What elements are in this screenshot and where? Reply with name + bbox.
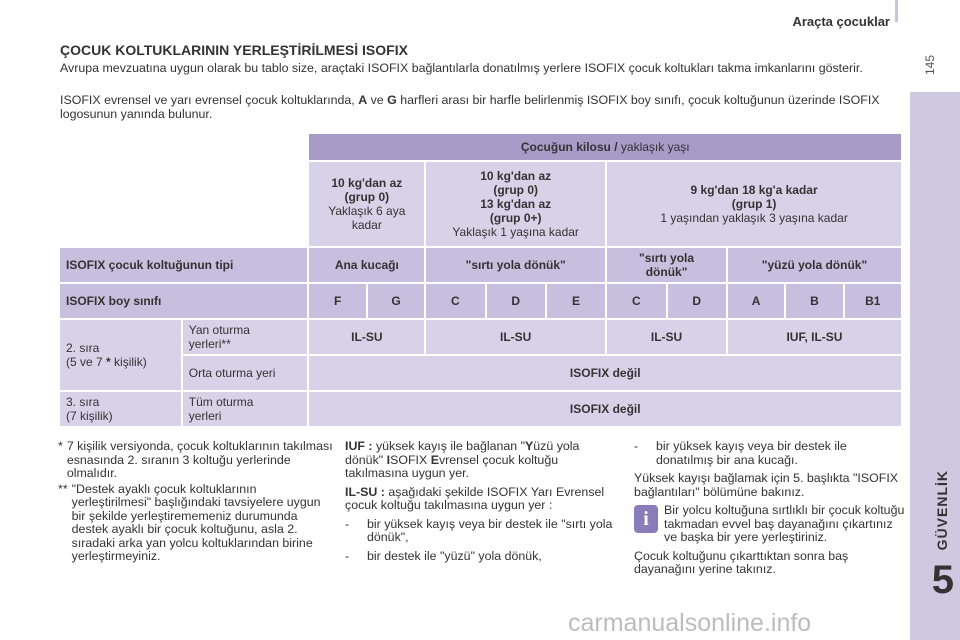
text: üzü yola dönük" — [345, 439, 580, 467]
text: vrensel çocuk koltuğu takılmasına uygun yer. — [345, 452, 559, 480]
text: - — [345, 548, 350, 563]
intro-paragraph: Avrupa mevzuatına uygun olarak bu tablo size, araçtaki ISOFIX bağlantılarla donatılmış yerlere ISOFIX çocuk koltukları takma imkanlarını gösterir. — [60, 61, 863, 75]
text: Tüm oturma — [188, 395, 254, 409]
row2-side-label — [183, 320, 308, 354]
iuf-definition — [345, 440, 615, 481]
footnotes — [58, 440, 333, 566]
tether-note: Yüksek kayışı bağlamak için 5. başlıkta "ISOFIX bağlantıları" bölümüne bakınız. — [634, 471, 899, 499]
type-rear-facing-g1 — [607, 248, 726, 282]
legend-column — [345, 440, 615, 563]
text: yerleri — [188, 409, 222, 423]
text: "Destek ayaklı çocuk koltuklarının yerleştirilmesi" başlığındaki tavsiyelere uygun bir şekilde yerleştirememeniz durumunda destek ayaklı bir çocuk koltuğunu, asla 2. sıradaki arka yan yolcu koltuklarından birine yerleştirmeyiniz. — [71, 481, 321, 563]
row3-value: ISOFIX değil — [309, 392, 901, 426]
text: bir destek ile "yüzü" yola dönük, — [367, 548, 542, 563]
footnote-2 — [58, 483, 333, 564]
type-forward-facing: "yüzü yola dönük" — [728, 248, 901, 282]
text: (5 ve 7 — [66, 355, 107, 369]
list-item — [345, 518, 615, 545]
footnote-1 — [58, 440, 333, 481]
text: G — [387, 93, 397, 107]
section-header: Araçta çocuklar — [792, 14, 890, 29]
row2-label — [60, 320, 181, 390]
text: Yaklaşık 1 yaşına kadar — [452, 225, 579, 239]
weight-header — [309, 134, 901, 160]
text: Y — [525, 439, 534, 453]
size-class: B1 — [845, 284, 901, 318]
text: kadar — [351, 218, 382, 232]
text: Yaklaşık 6 aya — [328, 204, 406, 218]
text: I — [386, 452, 391, 467]
text: bir yüksek kayış veya bir destek ile donatılmış bir ana kucağı. — [656, 439, 847, 467]
size-row-label: ISOFIX boy sınıfı — [60, 284, 307, 318]
text: yerleri** — [188, 337, 231, 351]
chapter-label: GÜVENLİK — [934, 470, 950, 551]
size-class: D — [487, 284, 545, 318]
text: 9 kg'dan 18 kg'a kadar — [690, 183, 818, 197]
empty-cell — [60, 134, 307, 160]
text: IUF : — [345, 439, 373, 453]
text: ISOFIX evrensel ve yarı evrensel çocuk koltuklarında, — [60, 93, 359, 107]
size-class: C — [426, 284, 484, 318]
text: (7 kişilik) — [66, 409, 113, 423]
empty-cell — [60, 162, 307, 246]
text: * — [58, 439, 63, 453]
row3-side-label — [183, 392, 308, 426]
text: kişilik) — [110, 355, 147, 369]
text: 2. sıra — [66, 341, 100, 355]
text: yüksek kayış ile bağlanan " — [372, 439, 526, 453]
info-icon: i — [634, 505, 658, 533]
size-class: E — [547, 284, 605, 318]
type-carrycot: Ana kucağı — [309, 248, 424, 282]
size-class: D — [668, 284, 726, 318]
page-number: 145 — [922, 54, 937, 76]
type-row-label: ISOFIX çocuk koltuğunun tipi — [60, 248, 307, 282]
row2-center-value: ISOFIX değil — [309, 356, 901, 390]
row2-value: IL-SU — [309, 320, 424, 354]
isofix-table — [58, 132, 903, 428]
type-rear-facing: "sırtı yola dönük" — [426, 248, 605, 282]
size-class: A — [728, 284, 784, 318]
group-0-cell — [309, 162, 424, 246]
text: 3. sıra — [66, 395, 100, 409]
row2-value: IL-SU — [426, 320, 605, 354]
info-text: Bir yolcu koltuğuna sırtlıklı bir çocuk koltuğu takmadan evvel baş dayanağını çıkartınız ve başka bir yere yerleştiriniz. — [664, 503, 905, 544]
text: bir yüksek kayış veya bir destek ile "sırtı yola dönük", — [367, 516, 613, 544]
row3-label — [60, 392, 181, 426]
text: - — [345, 516, 350, 531]
size-class: F — [309, 284, 365, 318]
ilsu-definition — [345, 486, 615, 513]
size-class: G — [368, 284, 424, 318]
row2-value: IUF, IL-SU — [728, 320, 901, 354]
text: aşağıdaki şekilde ISOFIX Yarı Evrensel çocuk koltuğu takılmasına uygun yer : — [345, 484, 605, 512]
text — [66, 355, 178, 369]
text: SOFIX — [390, 452, 431, 467]
list-item — [634, 440, 906, 467]
text: ve — [367, 93, 388, 107]
header-divider — [895, 0, 898, 22]
group-0plus-cell — [426, 162, 605, 246]
watermark: carmanualsonline.info — [568, 609, 812, 637]
info-box — [634, 504, 906, 545]
text: 13 kg'dan az — [480, 197, 552, 211]
size-class: C — [607, 284, 665, 318]
text: ** — [58, 481, 68, 496]
text: * — [106, 355, 111, 369]
text: 10 kg'dan az — [331, 176, 403, 190]
text: harfleri arası bir harfle belirlenmiş ISOFIX boy sınıfı, çocuk koltuğunun üzerinde ISOFIX logosunun yanında bulunur. — [60, 93, 880, 121]
text: IL-SU : — [345, 484, 385, 499]
row2-value: IL-SU — [607, 320, 726, 354]
notes-column — [634, 440, 906, 577]
chapter-number: 5 — [931, 558, 954, 602]
text: 1 yaşından yaklaşık 3 yaşına kadar — [660, 211, 848, 225]
text: (grup 0) — [344, 190, 390, 204]
page-title: ÇOCUK KOLTUKLARININ YERLEŞTİRİLMESİ ISOFIX — [60, 42, 408, 58]
final-note: Çocuk koltuğunu çıkarttıktan sonra baş dayanağını yerine takınız. — [634, 548, 849, 576]
text: (grup 0) — [493, 183, 539, 197]
text: E — [430, 452, 439, 467]
list-item — [345, 550, 615, 564]
text: yaklaşık yaşı — [617, 140, 690, 154]
text: Yan oturma — [188, 323, 250, 337]
text: 10 kg'dan az — [480, 169, 552, 183]
group-1-cell — [607, 162, 901, 246]
text: A — [358, 93, 368, 107]
row2-center-label: Orta oturma yeri — [183, 356, 308, 390]
text: 7 kişilik versiyonda, çocuk koltuklarının takılması esnasında 2. sıranın 3 koltuğu yerlerinde olmalıdır. — [66, 439, 333, 480]
text: dönük" — [645, 265, 688, 279]
text: (grup 1) — [731, 197, 777, 211]
text: - — [634, 439, 639, 453]
text: "sırtı yola — [639, 251, 695, 265]
text: Çocuğun kilosu / — [520, 140, 618, 154]
text: (grup 0+) — [489, 211, 542, 225]
size-class-paragraph — [60, 93, 900, 121]
size-class: B — [786, 284, 842, 318]
